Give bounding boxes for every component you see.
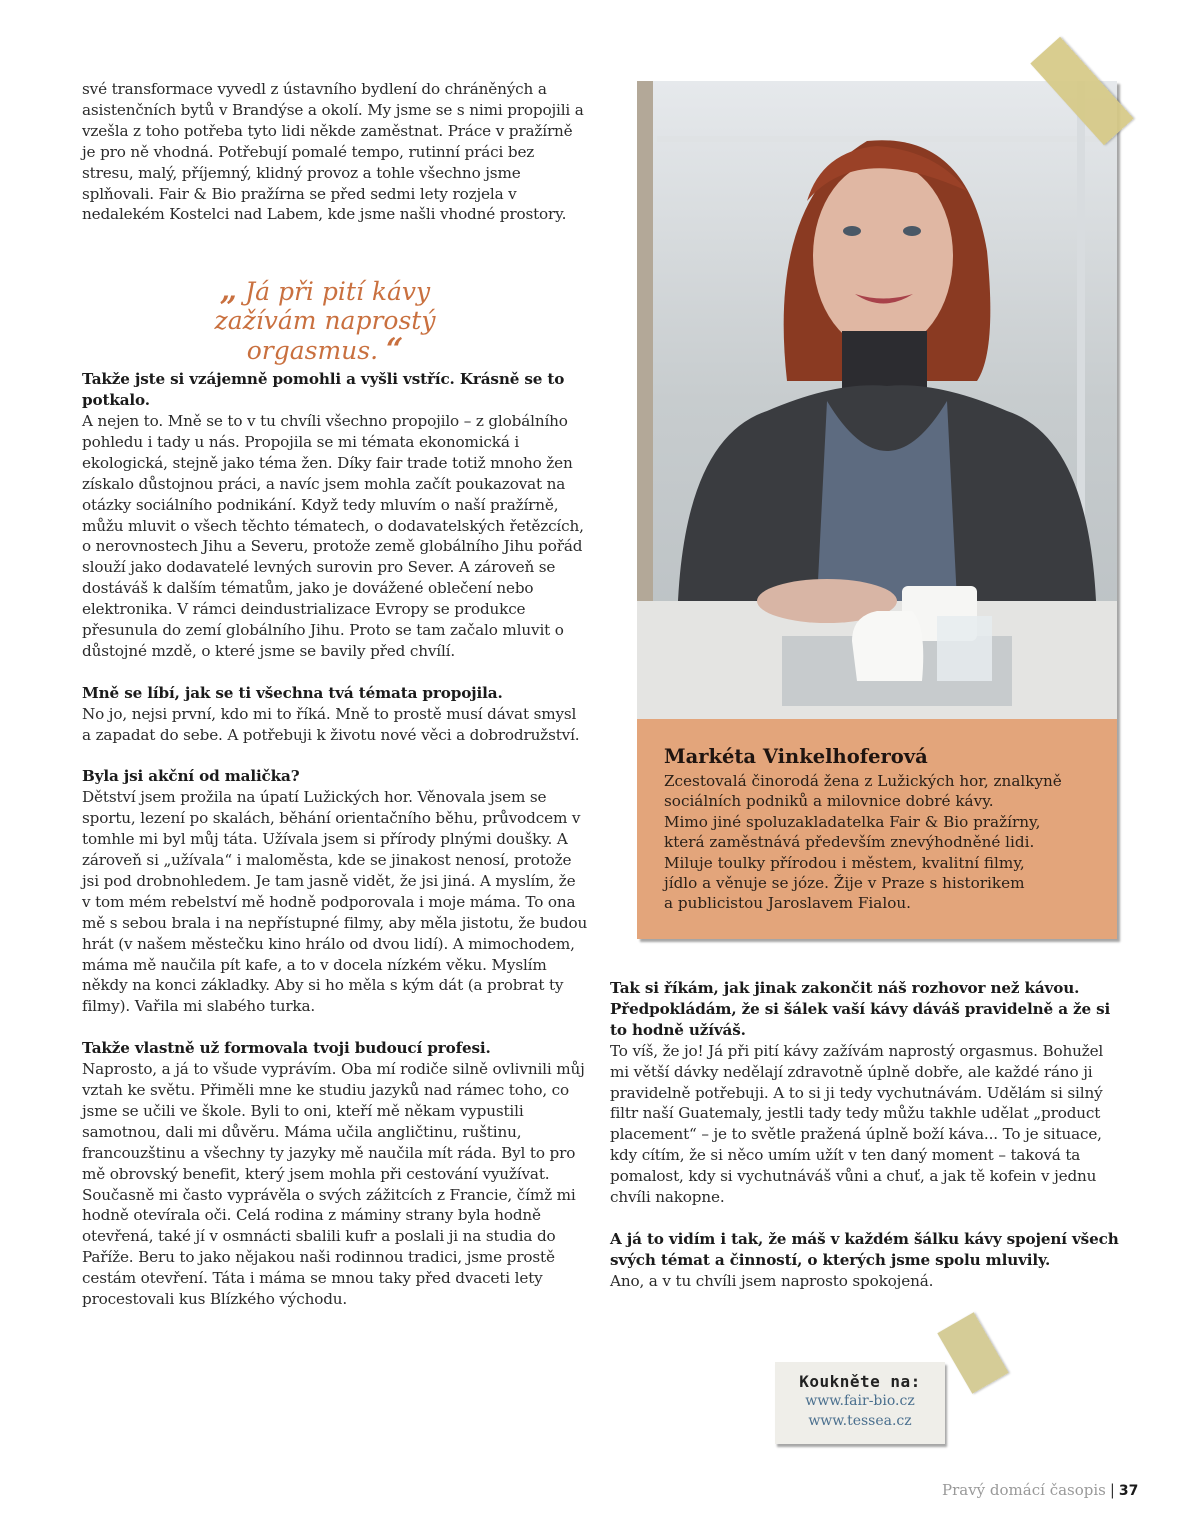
pull-quote-line: zažívám naprostý	[214, 306, 436, 335]
bio-line: Miluje toulky přírodou i městem, kvalitní filmy,	[664, 853, 1025, 872]
portrait-photo	[637, 81, 1117, 719]
page-number: 37	[1118, 1483, 1139, 1499]
interview-question: A já to vidím i tak, že máš v každém šálku kávy spojení všech svých témat a činností, o kterých jsme spolu mluvily.	[610, 1229, 1119, 1269]
interview-question: Mně se líbí, jak se ti všechna tvá témata propojila.	[82, 683, 503, 702]
tape-decoration	[937, 1312, 1008, 1394]
links-title: Koukněte na:	[799, 1372, 921, 1391]
bio-line: která zaměstnává především znevýhodněné lidi.	[664, 833, 1035, 852]
magazine-name: Pravý domácí časopis	[942, 1481, 1106, 1499]
interview-question: Byla jsi akční od malička?	[82, 767, 300, 786]
eye-left	[843, 226, 861, 236]
interview-answer: Naprosto, a já to všude vyprávím. Oba mí rodiče silně ovlivnili můj vztah ke světu. Přiměli mne ke studiu jazyků nad rámec toho, co jsme se učili ve škole. Byli to oni, kteří mě někam vypustili samotnou, dali mi důvěru. Máma učila angličtinu, ruštinu, francouzštinu a všechny ty jazyky mě naučila mít ráda. Byl to pro mě obrovský benefit, který jsem mohla při cestování využívat. Současně mi často vyprávěla o svých zážitcích z Francie, čímž mi hodně otevírala oči. Celá rodina z máminy strany byla hodně otevřená, také jí v osmnácti sbalili kufr a poslali ji na studia do Paříže. Beru to jako nějakou naši rodinnou tradici, jsme prostě cestám otevření. Táta i máma se mnou taky před dvaceti lety procestovali kus Blízkého východu.	[82, 1060, 585, 1309]
interview-answer: Ano, a v tu chvíli jsem naprosto spokojená.	[610, 1271, 934, 1290]
link-fair-bio[interactable]: www.fair-bio.cz	[805, 1393, 915, 1409]
pull-quote	[195, 273, 455, 367]
bio-line: Zcestovalá činorodá žena z Lužických hor, znalkyně	[664, 772, 1062, 790]
pull-quote-line: Já při pití kávy	[245, 277, 431, 306]
qa-block	[610, 978, 1120, 1208]
right-column	[610, 978, 1120, 1312]
qa-block	[82, 683, 588, 746]
face	[813, 161, 953, 351]
profile-caption	[637, 719, 1117, 939]
bio-line: sociálních podniků a milovnice dobré kávy.	[664, 792, 994, 811]
profile-name: Markéta Vinkelhoferová	[664, 745, 928, 768]
interview-answer: A nejen to. Mně se to v tu chvíli všechno propojilo – z globálního pohledu i tady u nás. Propojila se mi témata ekonomická i ekologická, stejně jako téma žen. Díky fair trade totiž mnoho žen získalo důstojnou práci, a navíc jsem mohla začít poukazovat na otázky sociálního podnikání. Když tedy mluvím o naší pražírně, můžu mluvit o všech těchto tématech, o dodavatelských řetězcích, o nerovnostech Jihu a Severu, protože země globálního Jihu pořád slouží jako dodavatelé levných surovin pro Sever. A zároveň se dostáváš k dalším tématům, jako je dovážené oblečení nebo elektronika. V rámci deindustrializace Evropy se produkce přesunula do zemí globálního Jihu. Proto se tam začalo mluvit o důstojné mzdě, o které jsme se bavily před chvílí.	[82, 412, 584, 661]
qa-block	[82, 1038, 588, 1310]
qa-block	[610, 1229, 1120, 1292]
bio-line: jídlo a věnuje se józe. Žije v Praze s historikem	[664, 874, 1025, 893]
portrait-illustration	[637, 81, 1117, 719]
profile-card	[637, 81, 1117, 939]
profile-bio	[664, 771, 1117, 914]
close-quote-mark: “	[386, 332, 404, 367]
interview-question: Takže jste si vzájemně pomohli a vyšli vstříc. Krásně se to potkalo.	[82, 370, 565, 410]
interview-question: Tak si říkám, jak jinak zakončit náš rozhovor než kávou. Předpokládám, že si šálek vaší kávy dáváš pravidelně a že si to hodně užíváš.	[610, 979, 1111, 1039]
eye-right	[903, 226, 921, 236]
bio-line: Mimo jiné spoluzakladatelka Fair & Bio pražírny,	[664, 812, 1041, 831]
page-footer	[942, 1481, 1138, 1499]
left-column	[82, 79, 588, 1331]
window-frame-left	[637, 81, 653, 601]
open-quote-mark: „	[219, 273, 238, 308]
interview-question: Takže vlastně už formovala tvoji budoucí profesi.	[82, 1039, 491, 1058]
links-card	[775, 1362, 945, 1444]
qa-block	[82, 766, 588, 1017]
link-tessea[interactable]: www.tessea.cz	[808, 1413, 912, 1429]
pull-quote-line: orgasmus.	[246, 336, 379, 365]
bio-line: a publicistou Jaroslavem Fialou.	[664, 894, 911, 913]
footer-separator: |	[1109, 1481, 1115, 1499]
water-glass	[937, 616, 992, 681]
intro-paragraph: své transformace vyvedl z ústavního bydlení do chráněných a asistenčních bytů v Brandýse a okolí. My jsme se s nimi propojili a vzešla z toho potřeba tyto lidi někde zaměstnat. Práce v pražírně je pro ně vhodná. Potřebují pomalé tempo, rutinní práci bez stresu, malý, příjemný, klidný provoz a tohle všechno jsme splňovali. Fair & Bio pražírna se před sedmi lety rozjela v nedalekém Kostelci nad Labem, kde jsme našli vhodné prostory.	[82, 80, 584, 224]
qa-block	[82, 369, 588, 662]
interview-answer: No jo, nejsi první, kdo mi to říká. Mně to prostě musí dávat smysl a zapadat do sebe. A potřebuji k životu nové věci a dobrodružství.	[82, 704, 580, 744]
milk-jug	[852, 611, 923, 681]
interview-answer: To víš, že jo! Já při pití kávy zažívám naprostý orgasmus. Bohužel mi větší dávky nedělají zdravotně úplně dobře, ale každé ráno ji pravidelně potřebuji. A to si ji tedy vychutnávám. Udělám si silný filtr naší Guatemaly, jestli tady tedy můžu takhle udělat „product placement“ – je to světle pražená úplně boží káva... To je situace, kdy cítím, že si něco umím užít v ten daný moment – taková ta pomalost, kdy si vychutnáváš vůni a chuť, a jak tě kofein v jednu chvíli nakopne.	[610, 1041, 1104, 1207]
interview-answer: Dětství jsem prožila na úpatí Lužických hor. Věnovala jsem se sportu, lezení po skalách, běhání orientačního běhu, průvodcem v tomhle mi byl můj táta. Užívala jsem si přírody plnými doušky. A zároveň si „užívala“ i maloměsta, kde se jinakost nenosí, protože jsi pod drobnohledem. Je tam jasně vidět, že jsi jiná. A myslím, že v tom mém rebelství mě hodně podporovala i moje máma. To ona mě s sebou brala i na nepřístupné filmy, aby měla jistotu, že budou hrát (v našem městečku kino hrálo od dvou lidí). A mimochodem, máma mě naučila pít kafe, a to v docela nízkém věku. Myslím někdy na konci základky. Aby si ho měla s kým dát (a probrat ty filmy). Vařila mi slabého turka.	[82, 788, 588, 1016]
